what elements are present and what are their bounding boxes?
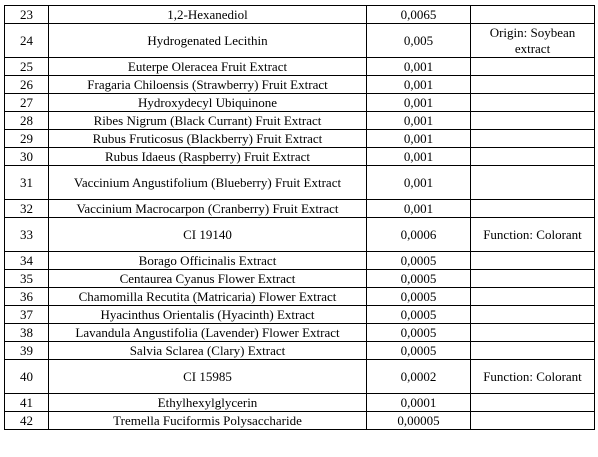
table-row xyxy=(5,112,595,130)
note xyxy=(471,270,595,288)
table-row xyxy=(5,130,595,148)
concentration: 0,001 xyxy=(367,94,471,112)
table-row xyxy=(5,148,595,166)
ingredient-name: Vaccinium Macrocarpon (Cranberry) Fruit Extract xyxy=(49,200,367,218)
note xyxy=(471,112,595,130)
table-row xyxy=(5,6,595,24)
concentration: 0,0005 xyxy=(367,288,471,306)
note: Function: Colorant xyxy=(471,360,595,394)
row-number: 40 xyxy=(5,360,49,394)
concentration: 0,0005 xyxy=(367,324,471,342)
note xyxy=(471,394,595,412)
row-number: 30 xyxy=(5,148,49,166)
ingredient-name: Ethylhexylglycerin xyxy=(49,394,367,412)
ingredient-name: Hydrogenated Lecithin xyxy=(49,24,367,58)
concentration: 0,001 xyxy=(367,166,471,200)
concentration: 0,0002 xyxy=(367,360,471,394)
ingredients-table-body xyxy=(5,6,595,430)
concentration: 0,001 xyxy=(367,76,471,94)
concentration: 0,0005 xyxy=(367,306,471,324)
table-row xyxy=(5,412,595,430)
ingredient-name: Rubus Fruticosus (Blackberry) Fruit Extract xyxy=(49,130,367,148)
note xyxy=(471,200,595,218)
row-number: 39 xyxy=(5,342,49,360)
row-number: 36 xyxy=(5,288,49,306)
row-number: 24 xyxy=(5,24,49,58)
row-number: 26 xyxy=(5,76,49,94)
row-number: 34 xyxy=(5,252,49,270)
table-row xyxy=(5,58,595,76)
row-number: 35 xyxy=(5,270,49,288)
concentration: 0,001 xyxy=(367,200,471,218)
row-number: 28 xyxy=(5,112,49,130)
concentration: 0,001 xyxy=(367,130,471,148)
note xyxy=(471,412,595,430)
ingredient-name: Tremella Fuciformis Polysaccharide xyxy=(49,412,367,430)
table-row xyxy=(5,218,595,252)
concentration: 0,001 xyxy=(367,148,471,166)
note: Origin: Soybean extract xyxy=(471,24,595,58)
row-number: 32 xyxy=(5,200,49,218)
row-number: 41 xyxy=(5,394,49,412)
row-number: 37 xyxy=(5,306,49,324)
concentration: 0,001 xyxy=(367,58,471,76)
ingredients-table xyxy=(4,5,595,430)
note xyxy=(471,94,595,112)
table-row xyxy=(5,324,595,342)
table-row xyxy=(5,342,595,360)
ingredient-name: Chamomilla Recutita (Matricaria) Flower Extract xyxy=(49,288,367,306)
ingredient-name: Hyacinthus Orientalis (Hyacinth) Extract xyxy=(49,306,367,324)
ingredient-name: Fragaria Chiloensis (Strawberry) Fruit Extract xyxy=(49,76,367,94)
note xyxy=(471,130,595,148)
table-row xyxy=(5,76,595,94)
concentration: 0,0005 xyxy=(367,270,471,288)
note xyxy=(471,6,595,24)
concentration: 0,0001 xyxy=(367,394,471,412)
ingredient-name: 1,2-Hexanediol xyxy=(49,6,367,24)
row-number: 29 xyxy=(5,130,49,148)
ingredient-name: Borago Officinalis Extract xyxy=(49,252,367,270)
ingredient-name: Hydroxydecyl Ubiquinone xyxy=(49,94,367,112)
ingredient-name: Euterpe Oleracea Fruit Extract xyxy=(49,58,367,76)
table-row xyxy=(5,166,595,200)
note xyxy=(471,306,595,324)
table-row xyxy=(5,288,595,306)
row-number: 23 xyxy=(5,6,49,24)
ingredient-name: Lavandula Angustifolia (Lavender) Flower Extract xyxy=(49,324,367,342)
ingredient-name: Centaurea Cyanus Flower Extract xyxy=(49,270,367,288)
note xyxy=(471,148,595,166)
row-number: 42 xyxy=(5,412,49,430)
note xyxy=(471,166,595,200)
concentration: 0,0005 xyxy=(367,342,471,360)
row-number: 38 xyxy=(5,324,49,342)
concentration: 0,0006 xyxy=(367,218,471,252)
row-number: 25 xyxy=(5,58,49,76)
note: Function: Colorant xyxy=(471,218,595,252)
note xyxy=(471,76,595,94)
note xyxy=(471,324,595,342)
concentration: 0,001 xyxy=(367,112,471,130)
row-number: 33 xyxy=(5,218,49,252)
ingredient-name: Salvia Sclarea (Clary) Extract xyxy=(49,342,367,360)
table-row xyxy=(5,24,595,58)
note xyxy=(471,342,595,360)
table-row xyxy=(5,200,595,218)
ingredient-name: Vaccinium Angustifolium (Blueberry) Fruit Extract xyxy=(49,166,367,200)
concentration: 0,005 xyxy=(367,24,471,58)
row-number: 31 xyxy=(5,166,49,200)
note xyxy=(471,288,595,306)
note xyxy=(471,252,595,270)
concentration: 0,00005 xyxy=(367,412,471,430)
ingredient-name: CI 15985 xyxy=(49,360,367,394)
concentration: 0,0065 xyxy=(367,6,471,24)
table-row xyxy=(5,360,595,394)
table-row xyxy=(5,394,595,412)
concentration: 0,0005 xyxy=(367,252,471,270)
table-row xyxy=(5,94,595,112)
table-row xyxy=(5,252,595,270)
ingredient-name: CI 19140 xyxy=(49,218,367,252)
row-number: 27 xyxy=(5,94,49,112)
table-row xyxy=(5,270,595,288)
table-row xyxy=(5,306,595,324)
note xyxy=(471,58,595,76)
ingredient-name: Ribes Nigrum (Black Currant) Fruit Extract xyxy=(49,112,367,130)
ingredient-name: Rubus Idaeus (Raspberry) Fruit Extract xyxy=(49,148,367,166)
